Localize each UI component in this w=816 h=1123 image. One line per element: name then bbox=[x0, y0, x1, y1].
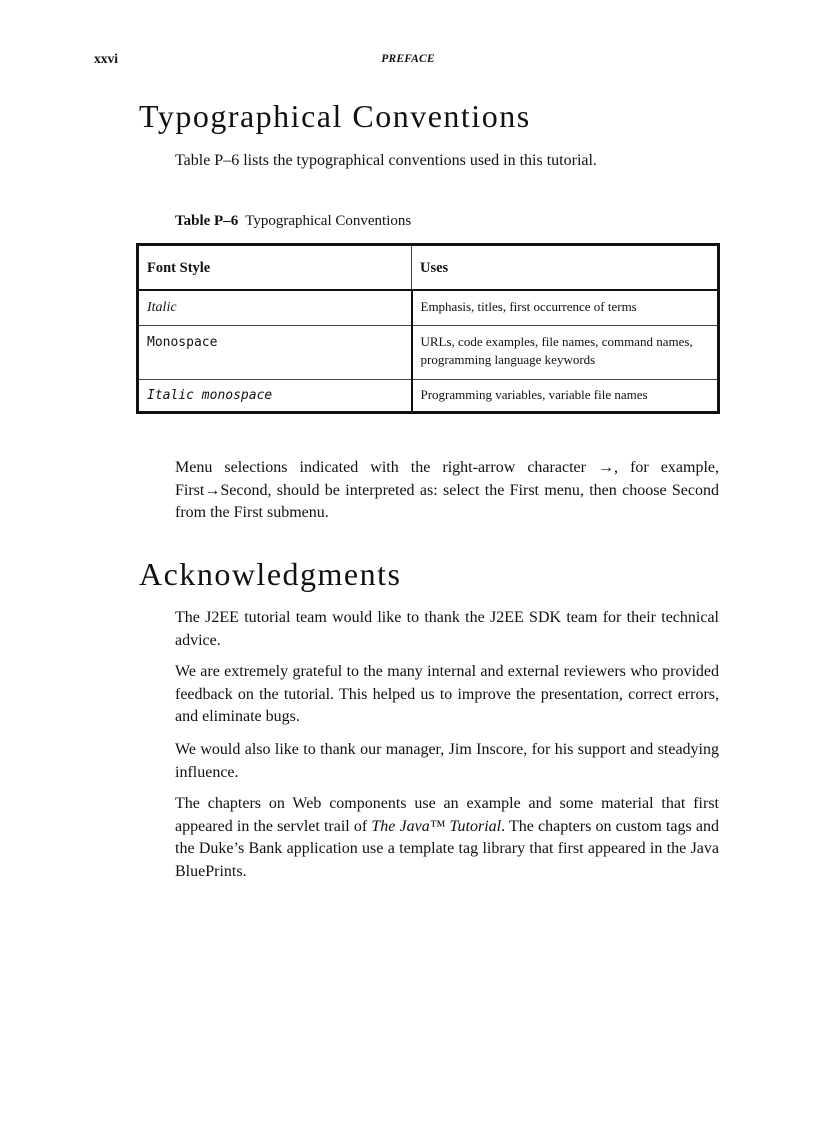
ack-paragraph bbox=[175, 793, 719, 883]
column-header-uses: Uses bbox=[412, 245, 719, 291]
table-caption bbox=[175, 213, 411, 230]
page-number: xxvi bbox=[94, 51, 119, 66]
table-header-row bbox=[138, 245, 719, 291]
running-head: PREFACE bbox=[381, 53, 435, 65]
ack-paragraph: The J2EE tutorial team would like to thank the J2EE SDK team for their technical advice. bbox=[175, 609, 719, 649]
column-header-font-style: Font Style bbox=[138, 245, 412, 291]
section-heading-conventions: Typographical Conventions bbox=[139, 98, 531, 134]
uses-cell: Programming variables, variable file names bbox=[412, 379, 719, 412]
font-style-cell bbox=[138, 290, 412, 325]
monospace-sample: Monospace bbox=[147, 334, 218, 350]
font-style-cell bbox=[138, 325, 412, 379]
book-title: The Java™ Tutorial bbox=[371, 817, 502, 835]
uses-cell: Emphasis, titles, first occurrence of terms bbox=[412, 290, 719, 325]
table-caption-label: Table P–6 bbox=[175, 213, 239, 229]
table-caption-title: Typographical Conventions bbox=[245, 213, 412, 229]
uses-cell: URLs, code examples, file names, command names, programming language keywords bbox=[412, 325, 719, 379]
ack-text: The chapters on Web components use an example and some material that first appeared in the servlet trail of bbox=[175, 795, 719, 835]
intro-paragraph: Table P–6 lists the typographical conventions used in this tutorial. bbox=[175, 152, 597, 169]
section-heading-acknowledgments: Acknowledgments bbox=[139, 556, 402, 592]
table-row bbox=[138, 290, 719, 325]
ack-paragraph: We are extremely grateful to the many internal and external reviewers who provided feedback on the tutorial. This helped us to improve the presentation, correct errors, and eliminate bugs. bbox=[175, 663, 719, 725]
ack-text: . The chapters on custom tags and the Duke’s Bank application use a template tag library that first appeared in the Java BluePrints. bbox=[175, 817, 719, 880]
ack-paragraph: We would also like to thank our manager, Jim Inscore, for his support and steadying influence. bbox=[175, 741, 719, 781]
font-style-cell bbox=[138, 379, 412, 412]
italic-sample: Italic bbox=[147, 300, 177, 315]
table-row bbox=[138, 325, 719, 379]
menu-selection-paragraph: Menu selections indicated with the right-arrow character →, for example, First→Second, should be interpreted as: select the First menu, then choose Second from the First submenu. bbox=[175, 459, 719, 521]
italic-monospace-sample: Italic monospace bbox=[147, 387, 273, 403]
table-row bbox=[138, 379, 719, 412]
conventions-table bbox=[136, 243, 720, 414]
